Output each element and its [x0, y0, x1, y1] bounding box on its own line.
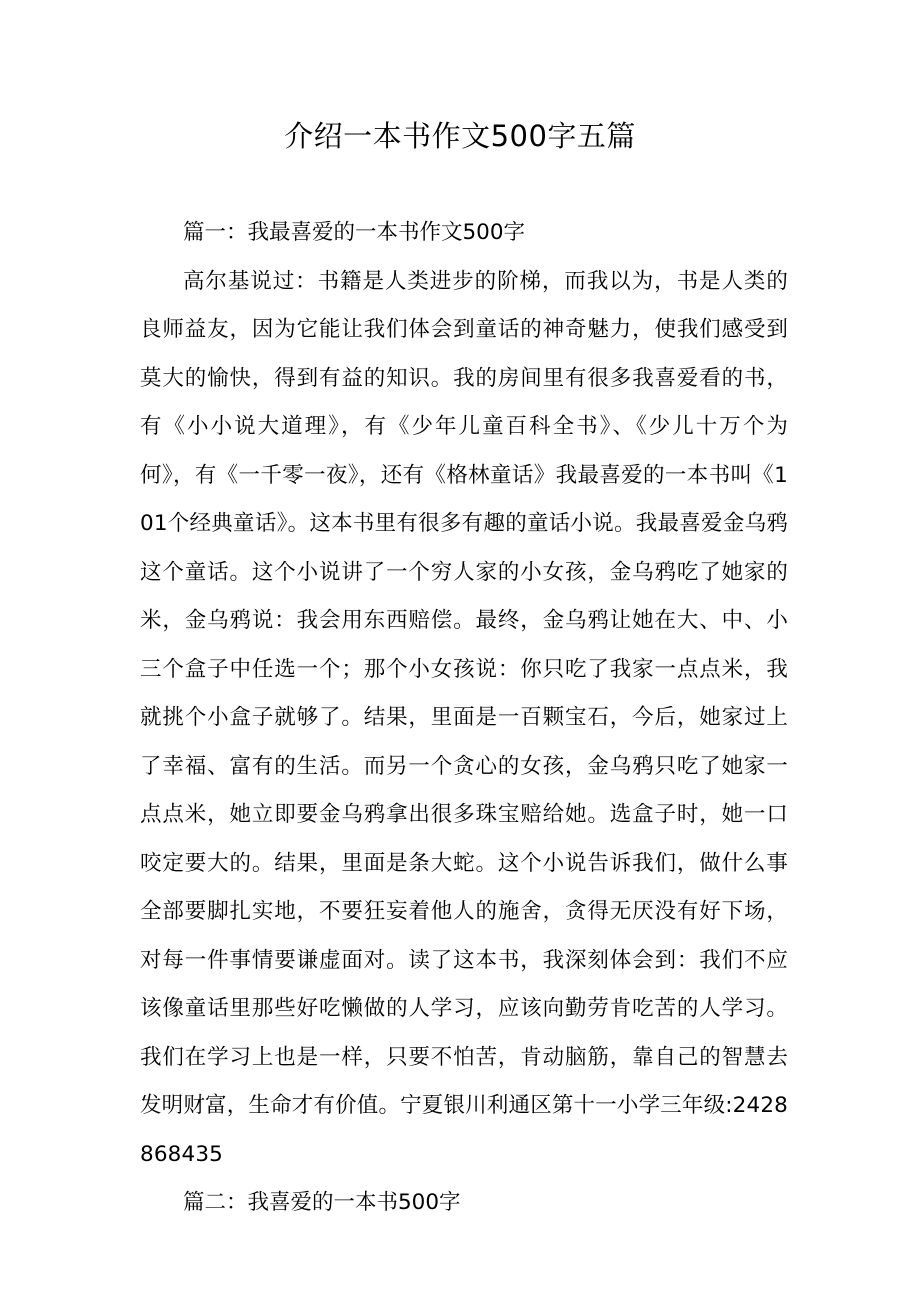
section-paragraph-1: 高尔基说过：书籍是人类进步的阶梯，而我以为，书是人类的良师益友，因为它能让我们体会到童话的神奇魅力，使我们感受到莫大的愉快，得到有益的知识。我的房间里有很多我喜爱看的书，有《小小说大道理》，有《少年儿童百科全书》、《少儿十万个为何》，有《一千零一夜》，还有《格林童话》我最喜爱的一本书叫《101个经典童话》。这本书里有很多有趣的童话小说。我最喜爱金乌鸦这个童话。这个小说讲了一个穷人家的小女孩，金乌鸦吃了她家的米，金乌鸦说：我会用东西赔偿。最终，金乌鸦让她在大、中、小三个盒子中任选一个；那个小女孩说：你只吃了我家一点点米，我就挑个小盒子就够了。结果，里面是一百颗宝石，今后，她家过上了幸福、富有的生活。而另一个贪心的女孩，金乌鸦只吃了她家一点点米，她立即要金乌鸦拿出很多珠宝赔给她。选盒子时，她一口咬定要大的。结果，里面是条大蛇。这个小说告诉我们，做什么事全部要脚扎实地，不要狂妄着他人的施舍，贪得无厌没有好下场，对每一件事情要谦虚面对。读了这本书，我深刻体会到：我们不应该像童话里那些好吃懒做的人学习，应该向勤劳肯吃苦的人学习。我们在学习上也是一样，只要不怕苦，肯动脑筋，靠自己的智慧去发明财富，生命才有价值。宁夏银川利通区第十一小学三年级:2428868435 [140, 268, 788, 1167]
document-body [140, 209, 788, 1228]
section-heading-2: 篇二：我喜爱的一本书500字 [183, 1190, 461, 1215]
document-title: 介绍一本书作文500字五篇 [284, 119, 636, 153]
section-heading-1: 篇一：我最喜爱的一本书作文500字 [183, 220, 526, 245]
